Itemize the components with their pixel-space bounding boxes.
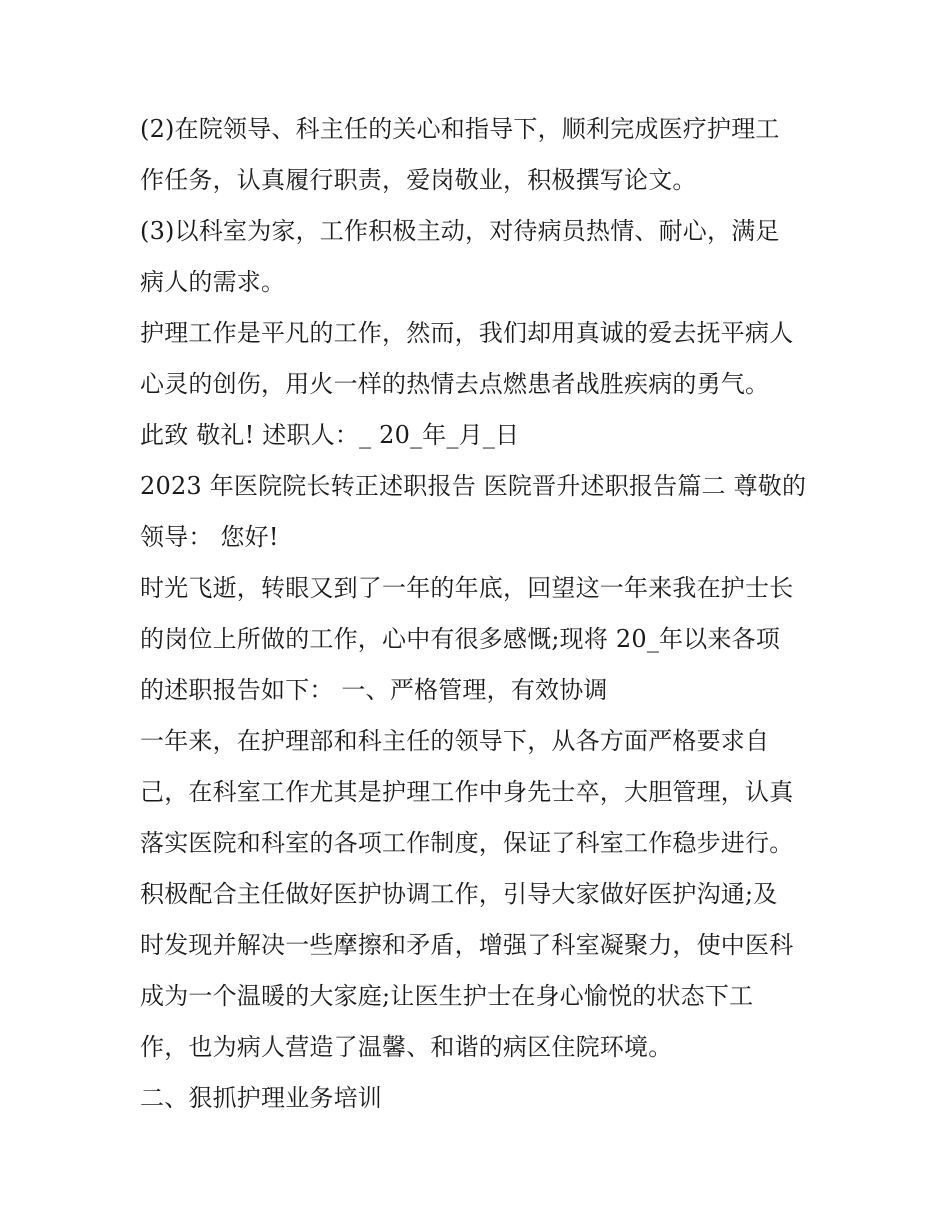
text-line-20: 二、狠抓护理业务培训 (140, 1084, 382, 1112)
text-line-19: 作，也为病人营造了温馨、和谐的病区住院环境。 (140, 1033, 673, 1061)
document-body (140, 104, 830, 1124)
text-line-6: 心灵的创伤，用火一样的热情去点燃患者战胜疾病的勇气。 (140, 370, 770, 398)
text-line-13: 一年来，在护理部和科主任的领导下，从各方面严格要求自 (140, 727, 770, 755)
text-line-16: 积极配合主任做好医护协调工作，引导大家做好医护沟通;及 (140, 880, 778, 908)
text-line-12: 的述职报告如下： 一、严格管理，有效协调 (140, 676, 608, 704)
text-line-7: 此致 敬礼! 述职人：_ 20_年_月_日 (140, 421, 520, 449)
text-line-1: (2)在院领导、科主任的关心和指导下，顺利完成医疗护理工 (140, 115, 780, 143)
text-line-17: 时发现并解决一些摩擦和矛盾，增强了科室凝聚力，使中医科 (140, 931, 794, 959)
text-line-8: 2023 年医院院长转正述职报告 医院晋升述职报告篇二 尊敬的 (140, 472, 807, 500)
text-line-18: 成为一个温暖的大家庭;让医生护士在身心愉悦的状态下工 (140, 982, 754, 1010)
text-line-14: 己，在科室工作尤其是护理工作中身先士卒，大胆管理，认真 (140, 778, 794, 806)
text-line-4: 病人的需求。 (140, 268, 286, 296)
text-line-3: (3)以科室为家，工作积极主动，对待病员热情、耐心，满足 (140, 217, 780, 245)
text-line-10: 时光飞逝，转眼又到了一年的年底，回望这一年来我在护士长 (140, 574, 794, 602)
text-line-9: 领导： 您好! (140, 523, 279, 551)
text-line-2: 作任务，认真履行职责，爱岗敬业，积极撰写论文。 (140, 166, 697, 194)
text-line-15: 落实医院和科室的各项工作制度，保证了科室工作稳步进行。 (140, 829, 794, 857)
text-line-11: 的岗位上所做的工作，心中有很多感慨;现将 20_年以来各项 (140, 625, 781, 653)
text-line-5: 护理工作是平凡的工作，然而，我们却用真诚的爱去抚平病人 (140, 319, 794, 347)
